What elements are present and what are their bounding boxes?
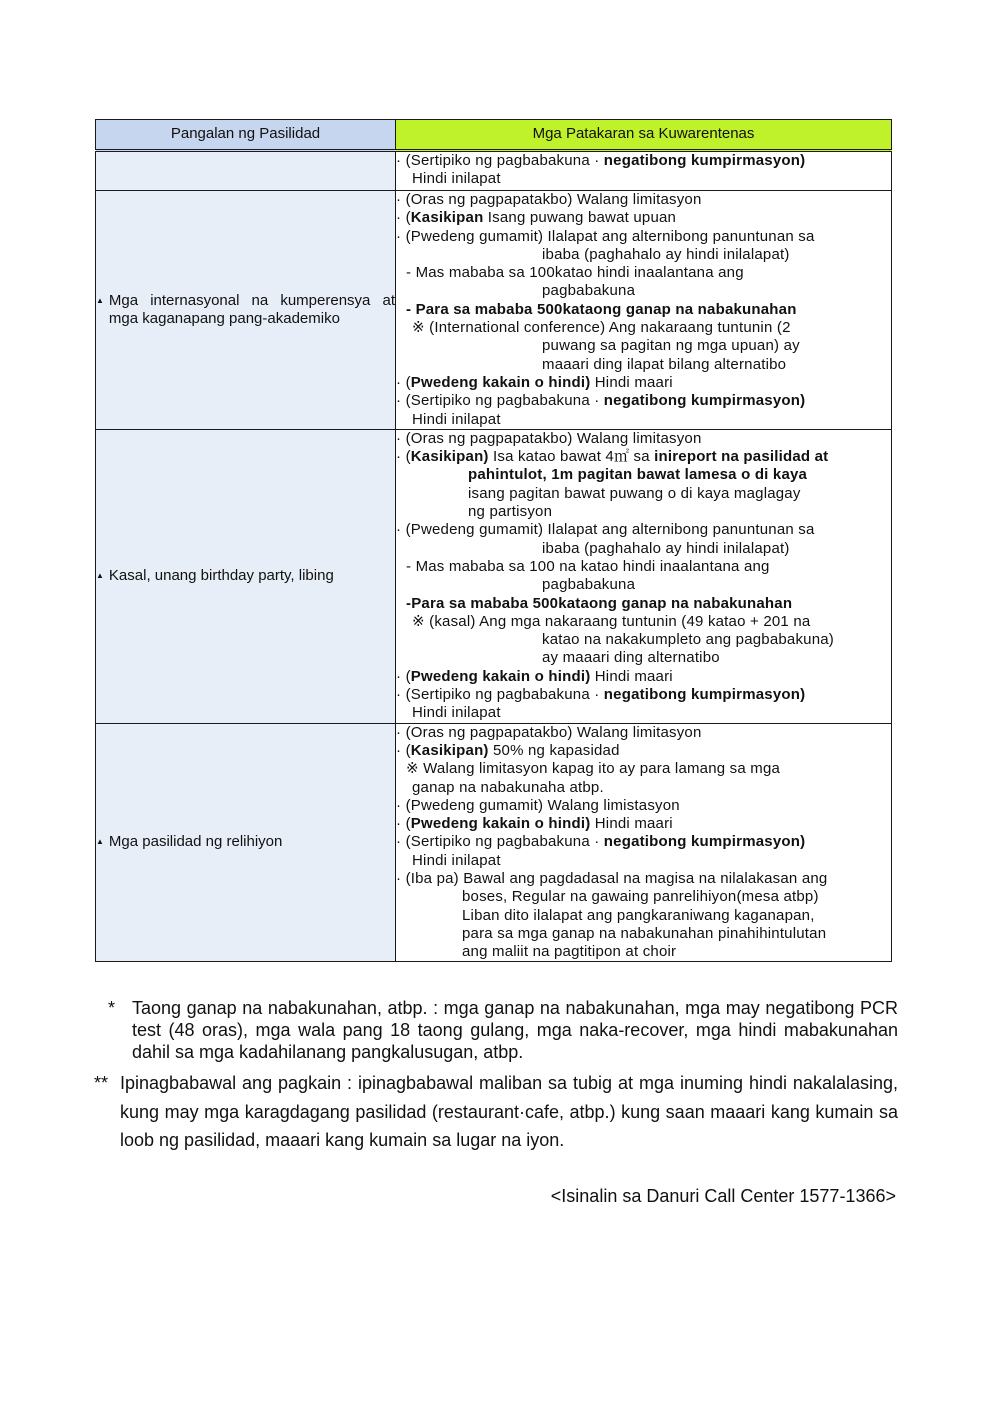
policy-line: Hindi inilapat xyxy=(412,704,501,722)
bullet-triangle-icon: ▲ xyxy=(96,571,104,581)
policy-line: - Mas mababa sa 100katao hindi inaalantana ang xyxy=(406,264,744,282)
policy-line: · (Pwedeng kakain o hindi) Hindi maari xyxy=(396,667,673,685)
policy-line: · (Pwedeng gumamit) Ilalapat ang alternibong panuntunan sa xyxy=(396,227,815,245)
policy-line: - Mas mababa sa 100 na katao hindi inaalantana ang xyxy=(406,557,770,575)
facility-name: Mga pasilidad ng relihiyon xyxy=(108,833,283,851)
table-row xyxy=(96,191,892,430)
policy-line: ※ Walang limitasyon kapag ito ay para lamang sa mga xyxy=(406,760,781,778)
policy-line: Hindi inilapat xyxy=(412,170,501,188)
policy-line: - Para sa mababa 500kataong ganap na nabakunahan xyxy=(406,300,797,318)
footnote-text: Ipinagbabawal ang pagkain : ipinagbabawal maliban sa tubig at mga inuming hindi nakalalasing, kung may mga karagdagang pasilidad (restaurant·cafe, atbp.) kung saan maaari kang kumain sa loob ng pasilidad, maaari kang kumain sa lugar na iyon. xyxy=(120,1073,898,1150)
table-header-row xyxy=(96,120,892,151)
policy-line: Hindi inilapat xyxy=(412,851,501,869)
policy-line: · (Pwedeng gumamit) Ilalapat ang alternibong panuntunan sa xyxy=(396,521,815,539)
policy-line: puwang sa pagitan ng mga upuan) ay xyxy=(542,337,800,355)
policy-line: katao na nakakumpleto ang pagbabakuna) xyxy=(542,631,834,649)
policy-line: · (Sertipiko ng pagbabakuna · negatibong kumpirmasyon) xyxy=(396,152,806,169)
policy-line: · (Oras ng pagpapatakbo) Walang limitasyon xyxy=(396,723,702,741)
policy-line: boses, Regular na gawaing panrelihiyon(mesa atbp) xyxy=(462,888,819,906)
policy-line: · (Sertipiko ng pagbabakuna · negatibong kumpirmasyon) xyxy=(396,686,806,704)
facility-name-header: Pangalan ng Pasilidad xyxy=(96,120,396,151)
quarantine-policy-header: Mga Patakaran sa Kuwarentenas xyxy=(396,120,892,151)
policy-line: · (Oras ng pagpapatakbo) Walang limitasyon xyxy=(396,429,702,447)
policy-cell xyxy=(396,151,892,191)
policy-line: ng partisyon xyxy=(468,503,553,521)
policy-line: ibaba (paghahalo ay hindi inilalapat) xyxy=(542,245,790,263)
facility-name-cell xyxy=(96,429,396,723)
policy-line: ang maliit na pagtitipon at choir xyxy=(462,943,677,961)
policy-line: ※ (kasal) Ang mga nakaraang tuntunin (49 katao + 201 na xyxy=(412,612,811,630)
policy-line: · (Kasikipan Isang puwang bawat upuan xyxy=(396,209,677,227)
policy-line: · (Pwedeng kakain o hindi) Hindi maari xyxy=(396,815,673,833)
policy-line: pagbabakuna xyxy=(542,282,636,300)
footnote-eating-prohibited xyxy=(94,1069,898,1155)
footnote-marker: ** xyxy=(94,1073,109,1093)
policy-line: Liban dito ilalapat ang pangkaraniwang kaganapan, xyxy=(462,906,815,924)
policy-cell xyxy=(396,723,892,962)
policy-line: · (Iba pa) Bawal ang pagdadasal na magisa na nilalakasan ang xyxy=(396,869,828,887)
policy-line: · (Pwedeng kakain o hindi) Hindi maari xyxy=(396,373,673,391)
policy-line: pahintulot, 1m pagitan bawat lamesa o di kaya xyxy=(468,466,808,484)
facility-name: Kasal, unang birthday party, libing xyxy=(108,567,334,585)
policy-line: pagbabakuna xyxy=(542,576,636,594)
policy-line: ibaba (paghahalo ay hindi inilalapat) xyxy=(542,539,790,557)
facility-name-cell xyxy=(96,723,396,962)
policy-line: · (Sertipiko ng pagbabakuna · negatibong kumpirmasyon) xyxy=(396,392,806,410)
policy-line: ※ (International conference) Ang nakaraang tuntunin (2 xyxy=(412,319,791,337)
policy-line: ganap na nabakunaha atbp. xyxy=(412,778,604,796)
policy-cell xyxy=(396,429,892,723)
footnote-vaccinated-definition xyxy=(108,997,898,1063)
table-row xyxy=(96,429,892,723)
policy-line: · (Kasikipan) Isa katao bawat 4㎡ sa inireport na pasilidad at xyxy=(396,448,829,466)
policy-line: · (Kasikipan) 50% ng kapasidad xyxy=(396,741,620,759)
table-row xyxy=(96,723,892,962)
facility-name-cell xyxy=(96,151,396,191)
policy-line: para sa mga ganap na nabakunahan pinahihintulutan xyxy=(462,924,827,942)
footnote-text: Taong ganap na nabakunahan, atbp. : mga ganap na nabakunahan, mga may negatibong PCR test (48 oras), mga wala pang 18 taong gulang, mga naka-recover, mga hindi mabakunahan dahil sa mga kadahilanang pangkalusugan, atbp. xyxy=(132,998,898,1062)
policy-line: maaari ding ilapat bilang alternatibo xyxy=(542,355,787,373)
translation-source-credit: <Isinalin sa Danuri Call Center 1577-1366> xyxy=(550,1186,896,1206)
facility-name: Mga internasyonal na kumperensya at mga kaganapang pang-akademiko xyxy=(108,291,395,327)
table-row xyxy=(96,151,892,191)
policy-cell xyxy=(396,191,892,430)
footnote-marker: * xyxy=(108,998,116,1018)
policy-line: isang pagitan bawat puwang o di kaya maglagay xyxy=(468,484,801,502)
bullet-triangle-icon: ▲ xyxy=(96,837,104,847)
facility-name-cell xyxy=(96,191,396,430)
policy-line: · (Pwedeng gumamit) Walang limistasyon xyxy=(396,796,680,814)
quarantine-policy-table xyxy=(95,119,892,962)
policy-line: -Para sa mababa 500kataong ganap na nabakunahan xyxy=(406,594,793,612)
bullet-triangle-icon: ▲ xyxy=(96,295,104,305)
policy-line: Hindi inilapat xyxy=(412,410,501,428)
policy-line: · (Sertipiko ng pagbabakuna · negatibong kumpirmasyon) xyxy=(396,833,806,851)
policy-line: · (Oras ng pagpapatakbo) Walang limitasyon xyxy=(396,191,702,208)
policy-line: ay maaari ding alternatibo xyxy=(542,649,720,667)
